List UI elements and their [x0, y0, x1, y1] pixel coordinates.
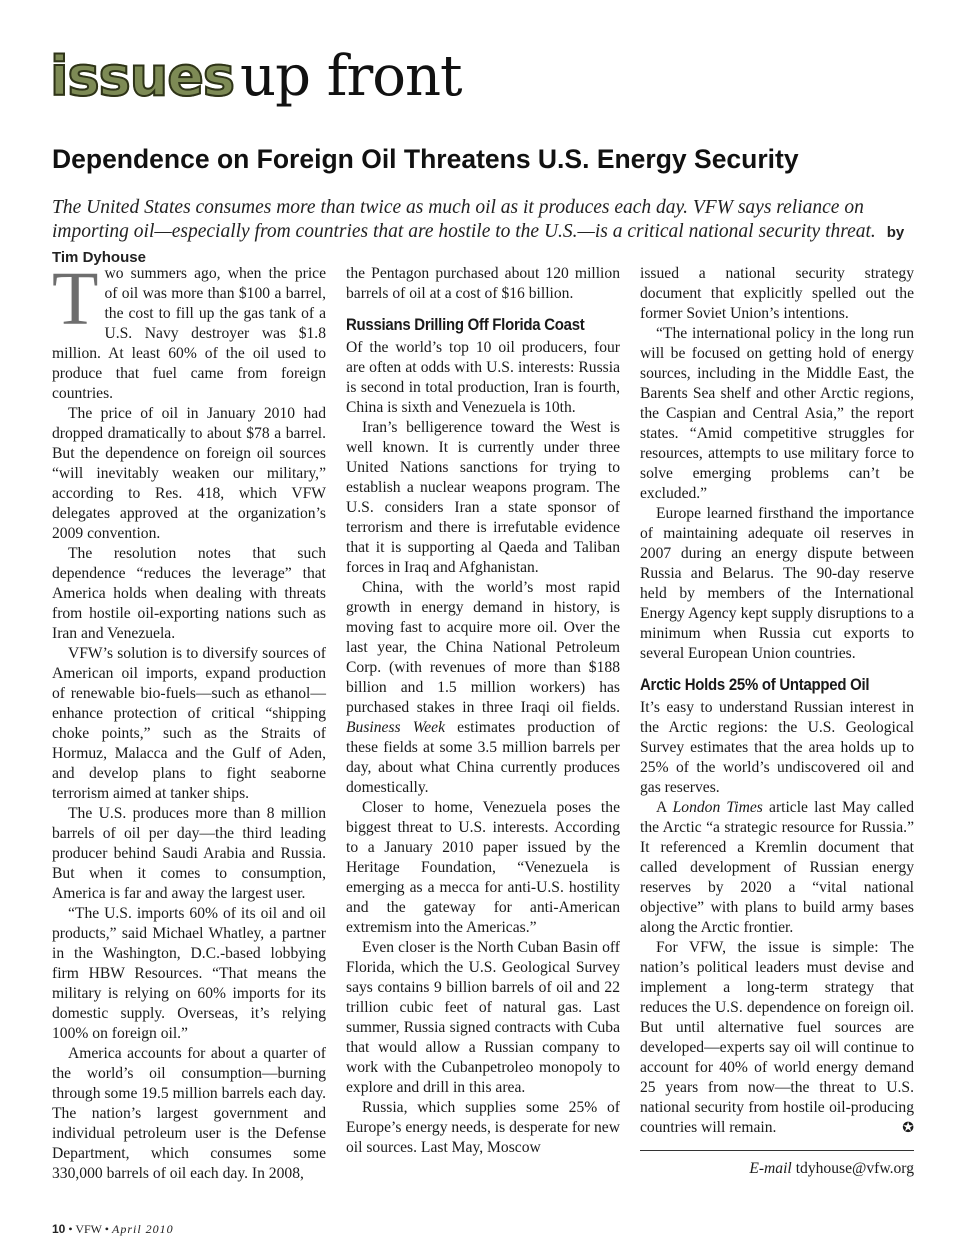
paragraph: It’s easy to understand Russian interest in the Arctic regions: the U.S. Geological Survey estimates that the area holds up to 25% of the world’s undiscovered oil and gas reserves.: [640, 699, 914, 796]
page-footer: 10 • VFW • April 2010: [52, 1222, 174, 1236]
subhead: Arctic Holds 25% of Untapped Oil: [640, 675, 870, 694]
email-link[interactable]: tdyhouse@vfw.org: [795, 1160, 914, 1177]
paragraph: Europe learned firsthand the importance of maintaining adequate oil reserves in 2007 during an energy dispute between Russia and Belarus. The 90-day reserve held by members of the International Energy Agency kept supply disruptions to a minimum when Russia cut exports to several European Union countries.: [640, 505, 914, 662]
author-email: E-mail tdyhouse@vfw.org: [749, 1160, 914, 1177]
article-deck: [52, 196, 910, 270]
column-3: [640, 264, 914, 1179]
column-2: [346, 264, 620, 1158]
byline: by Tim Dyhouse: [52, 224, 905, 266]
paragraph: Iran’s belligerence toward the West is well known. It is currently under three United Nations sanctions for trying to establish a nuclear weapons program. The U.S. considers Iran a state sponsor of terrorism and there is irrefutable evidence that it is supporting al Qaeda and Taliban forces in Iraq and Afghanistan.: [346, 419, 620, 576]
paragraph: Two summers ago, when the price of oil was more than $100 a barrel, the cost to fill up the gas tank of a U.S. Navy destroyer was $1.8 million. At least 60% of the oil used to produce that fuel came from foreign countries.: [52, 257, 326, 402]
paragraph: Closer to home, Venezuela poses the biggest threat to U.S. interests. According to a January 2010 paper issued by the Heritage Foundation, “Venezuela is emerging as a mecca for anti-U.S. hostility and the gateway for anti-American extremism into the Americas.”: [346, 799, 620, 936]
deck-text: The United States consumes more than twice as much oil as it produces each day. VFW says reliance on importing oil—especially from countries that are hostile to the U.S.—is a critical national security threat.: [52, 197, 876, 242]
paragraph: Even closer is the North Cuban Basin off Florida, which the U.S. Geological Survey says contains 9 billion barrels of oil and 22 trillion cubic feet of natural gas. Last summer, Russia signed contracts with Cuba that would allow a Russian company to work with the Cubanpetroleo monopoly to explore and drill in this area.: [346, 939, 620, 1096]
page-number: 10: [52, 1222, 66, 1236]
paragraph: America accounts for about a quarter of the world’s oil consumption—burning through some 19.5 million barrels each day. The nation’s largest government and individual petroleum user is the Defense Department, which consumes some 330,000 barrels of oil each day. In 2008,: [52, 1045, 326, 1182]
paragraph: “The international policy in the long run will be focused on getting hold of energy sources, including in the Middle East, the Barents Sea shelf and other Arctic regions, the Caspian and Central Asia,” the report states. “Amid competitive struggles for resources, attempts to use military force to solve emerging problems can’t be excluded.”: [640, 325, 914, 502]
paragraph: The resolution notes that such dependence “reduces the leverage” that America holds when dealing with threats from hostile oil-exporting nations such as Iran and Venezuela.: [52, 545, 326, 642]
paragraph: China, with the world’s most rapid growth in energy demand in history, is moving fast to acquire more oil. Over the last year, the China National Petroleum Corp. (with revenues of more than $188 billion and 1.5 million workers) has purchased stakes in three Iraqi oil fields. Business Week estimates production of these fields at some 3.5 million barrels per day, about what China currently produces domestically.: [346, 579, 620, 796]
article-headline: Dependence on Foreign Oil Threatens U.S. Energy Security: [52, 144, 799, 174]
paragraph: Russia, which supplies some 25% of Europe’s energy needs, is desperate for new oil sources. Last May, Moscow: [346, 1099, 620, 1156]
column-1: [52, 257, 326, 1184]
paragraph: A London Times article last May called the Arctic “a strategic resource for Russia.” It referenced a Kremlin document that called development of Russian energy reserves by 2020 a “vital national objective” with plans to build army bases along the Arctic frontier.: [640, 799, 915, 936]
paragraph: Of the world’s top 10 oil producers, four are often at odds with U.S. interests: Russia is second in total production, Iran is fourth, China is sixth and Venezuela is 10th.: [346, 339, 620, 416]
paragraph: The U.S. produces more than 8 million barrels of oil per day—the third leading producer behind Saudi Arabia and Russia. But when it comes to consumption, America is far and away the largest user.: [52, 805, 326, 902]
issue-date: April 2010: [112, 1222, 174, 1236]
subhead: Russians Drilling Off Florida Coast: [346, 315, 585, 334]
paragraph: the Pentagon purchased about 120 million barrels of oil at a cost of $16 billion.: [346, 265, 620, 302]
masthead-issues: issues: [50, 45, 235, 108]
end-mark-icon: ✪: [902, 1120, 914, 1136]
paragraph: VFW’s solution is to diversify sources of American oil imports, expand production of renewable bio-fuels—such as ethanol—enhance protection of critical “shipping choke points,” such as the Straits of Hormuz, Malacca and the Gulf of Aden, and develop plans to fight seaborne terrorism aimed at tanker ships.: [52, 645, 326, 802]
masthead-upfront: up front: [240, 44, 462, 109]
paragraph: The price of oil in January 2010 had dropped dramatically to about $78 a barrel. But the dependence on foreign oil sources “will inevitably weaken our military,” according to Res. 418, which VFW delegates approved at the organization’s 2009 convention.: [52, 405, 326, 542]
paragraph: For VFW, the issue is simple: The nation’s political leaders must devise and implement a long-term strategy that reduces the U.S. dependence on foreign oil. But until alternative fuel sources are developed—experts say oil will continue to account for 40% of world energy demand 25 years from now—the threat to U.S. national security from hostile oil-producing countries will remain. ✪: [640, 939, 914, 1136]
divider: [640, 1150, 914, 1151]
paragraph: issued a national security strategy document that explicitly spelled out the former Soviet Union’s intentions.: [640, 265, 914, 322]
magazine-name: VFW: [75, 1222, 102, 1236]
section-masthead: [50, 44, 462, 114]
drop-cap: T: [52, 257, 99, 341]
paragraph: “The U.S. imports 60% of its oil and oil products,” said Michael Whatley, a partner in the Washington, D.C.-based lobbying firm HBW Resources. “That means the military is relying on 60% imports for its domestic supply. Overseas, it’s relying 100% on foreign oil.”: [52, 905, 326, 1042]
